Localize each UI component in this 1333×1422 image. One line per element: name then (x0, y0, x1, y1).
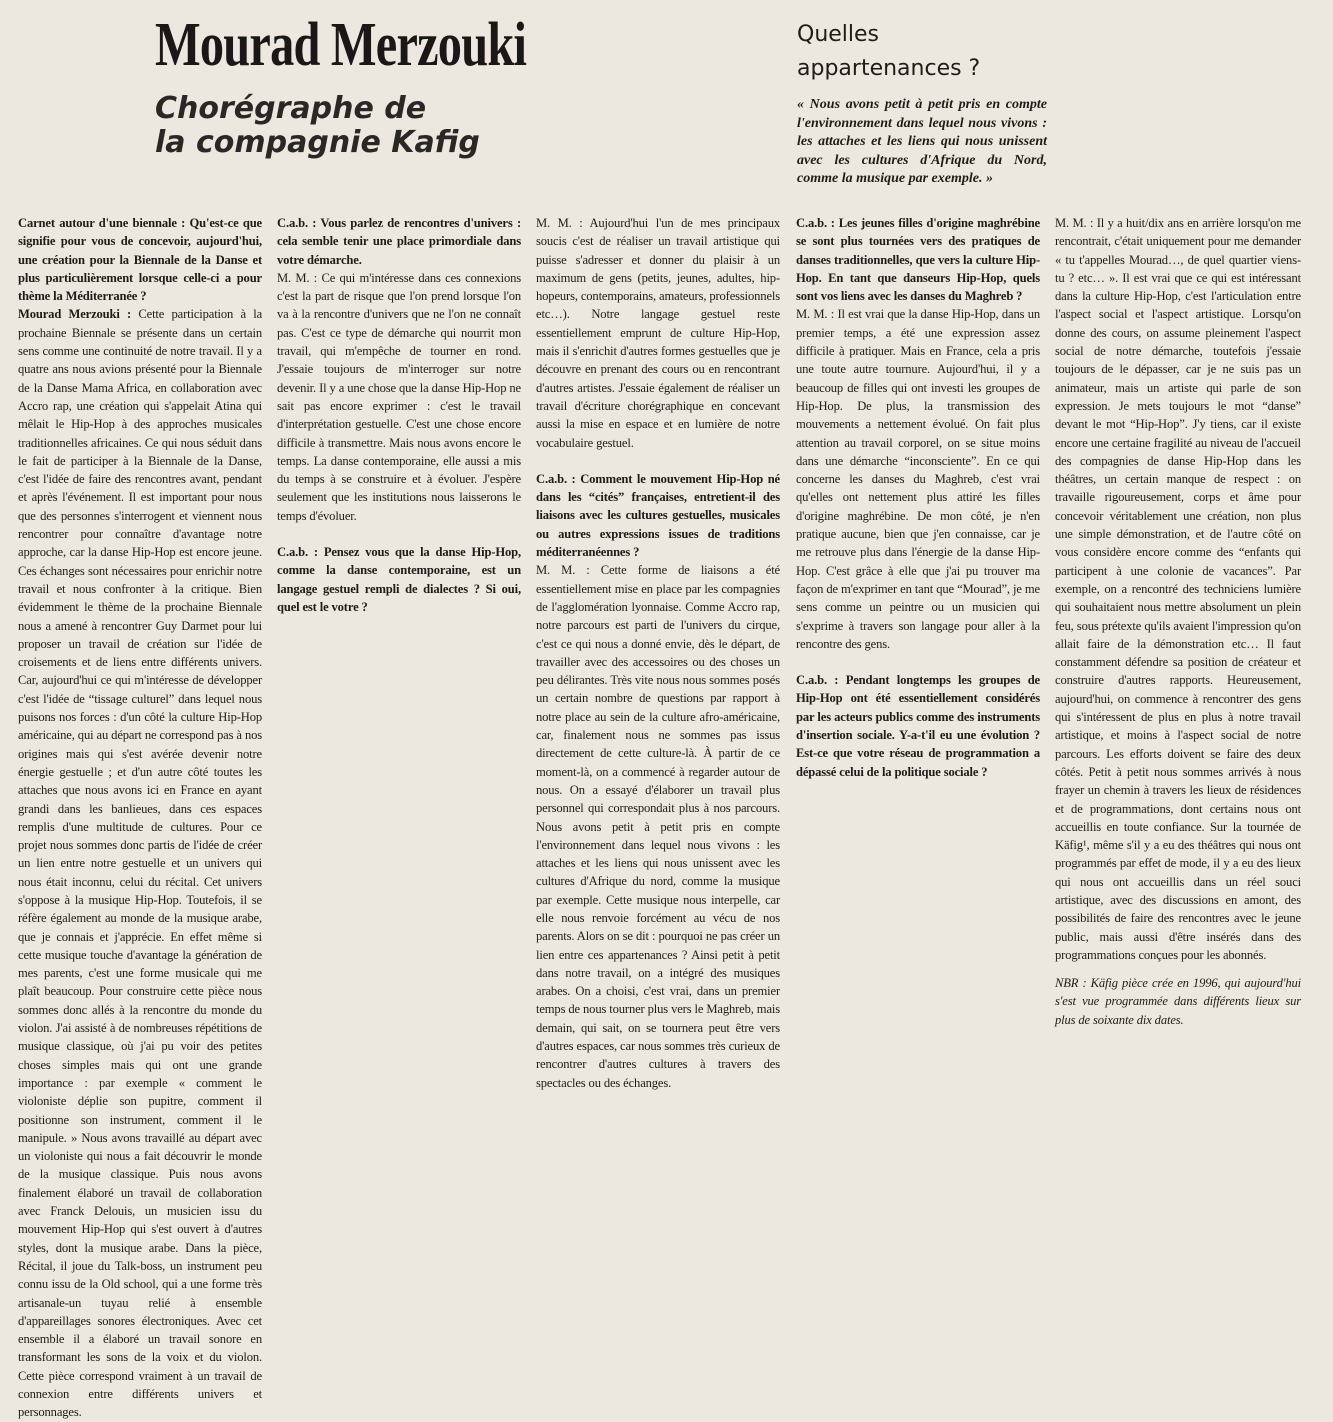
question-1: Carnet autour d'une biennale : Qu'est-ce que signifie pour vous de concevoir, aujourd'hui, une création pour la Biennale de la Danse et plus particulièrement lorsque celle-ci a pour thème la Méditerranée ? (18, 216, 262, 304)
answer-4: M. M. : Cette forme de liaisons a été essentiellement mise en place par les compagnies de l'agglomération lyonnaise. Comme Accro rap, notre parcours est parti de l'univers du cirque, c'est ce qui nous a donné envie, dès le départ, de travailler avec des accessoires ou des choses un peu délirantes. Très vite nous nous sommes posés un certain nombre de questions par rapport à notre place au sein de la culture afro-américaine, car, finalement nous ne sommes pas issus directement de cette culture-là. À partir de ce moment-là, on a commencé à regarder autour de nous. On a essayé d'élaborer un travail plus personnel qui correspondait plus à nos parcours. Nous avons petit à petit pris en compte l'environnement dans lequel nous vivons : les attaches et les liens qui nous unissent avec les cultures d'Afrique du nord, comme la musique par exemple. Cette musique nous interpelle, car elle nous renvoie forcément au vécu de nos parents. Alors on se dit : pourquoi ne pas créer un lien entre ces appartenances ? Ainsi petit à petit dans notre travail, on a intégré des musiques arabes. On a choisi, c'est vrai, dans un premier temps de nous tourner plus vers le Maghreb, mais demain, qui sait, on se tournera peut être vers d'autres espaces, car nous sommes très curieux de rencontrer d'autres cultures à travers des spectacles ou des échanges. (536, 563, 780, 1090)
subheadline-line-1: Chorégraphe de (155, 91, 427, 126)
article-column-1 (18, 214, 263, 1420)
answer-3: M. M. : Aujourd'hui l'un de mes principaux soucis c'est de réaliser un travail artistique qui puisse s'adresser et donner du plaisir à un maximum de gens (petits, jeunes, adultes, hip-hopeurs, contemporains, amateurs, professionnels etc…). Notre langage gestuel reste essentiellement emprunt de culture Hip-Hop, mais il s'enrichit d'autres formes gestuelles que je découvre en prenant des cours ou en rencontrant d'autres artistes. J'essaie également de réaliser un travail d'écriture chorégraphique en concevant aussi la mise en espace et en lumière de notre vocabulaire gestuel. (536, 216, 780, 450)
article-column-2 (277, 214, 521, 974)
question-5: C.a.b. : Les jeunes filles d'origine maghrébine se sont plus tournées vers des pratiques de danses traditionnelles, que vers la culture Hip-Hop. En tant que danseurs Hip-Hop, quels sont vos liens avec les danses du Maghreb ? (796, 216, 1040, 304)
subheadline (155, 92, 480, 160)
speaker-name: Mourad Merzouki : (18, 307, 132, 322)
pull-quote: « Nous avons petit à petit pris en compte l'environnement dans lequel nous vivons : les attaches et les liens qui nous unissent avec les cultures d'Afrique du Nord, comme la musique par exemple. » (797, 97, 1047, 186)
article-column-4 (796, 214, 1040, 974)
pull-quote-title-line-2: appartenances ? (797, 56, 981, 81)
headline: Mourad Merzouki (155, 11, 527, 79)
article-column-5 (1055, 214, 1301, 1027)
subheadline-line-2: la compagnie Kafig (155, 125, 480, 160)
answer-6: M. M. : Il y a huit/dix ans en arrière lorsqu'on me rencontrait, c'était uniquement pour me demander « tu t'appelles Mourad…, de quel quartier viens-tu ? etc… ». Il est vrai que ce qui est intéressant dans la culture Hip-Hop, c'est l'articulation entre l'aspect social et l'aspect artistique. Lorsqu'on donne des cours, on assume pleinement l'aspect social de notre démarche, toutefois j'essaie toujours de le dépasser, car je ne suis pas un animateur, mais un artiste qui parle de son expression. Je mets toujours le mot “danse” devant le mot “Hip-Hop”. J'y tiens, car il existe encore une certaine fragilité au niveau de l'accueil des compagnies de danse Hip-Hop dans les théâtres, un certain manque de respect : on travaille rigoureusement, corps et âme pour concevoir véritablement une création, non plus une simple démonstration, et de l'autre côté on vous considère encore comme des “enfants qui participent à une colonie de vacances”. Par exemple, on a rencontré des techniciens lumière qui souhaitaient nous mettre absolument un plein feu, sous prétexte qu'ils avaient l'impression qu'on allait faire de la démonstration etc… Il faut constamment défendre sa position de créateur et construire d'autres rapports. Heureusement, aujourd'hui, on commence à rencontrer des gens qui s'intéressent de plus en plus à notre travail artistique, et moins à l'aspect social de notre parcours. Les efforts doivent se faire des deux côtés. Petit à petit nous sommes arrivés à nous frayer un chemin à travers les lieux de résidences et de programmations, dont certains nous ont accueillis en toute confiance. Sur la tournée de Käfig¹, même s'il y a eu des théâtres qui nous ont programmés par effet de mode, il y a eu des lieux qui nous ont accueillis dans un réel souci artistique, avec des discussions en amont, des possibilités de faire des rencontres avec le jeune public, mais aussi d'être insérés dans des programmations conçues pour les abonnés. (1055, 216, 1301, 962)
answer-2: M. M. : Ce qui m'intéresse dans ces connexions c'est la part de risque que l'on prend lorsque l'on va à la rencontre d'univers que ne l'on ne connaît pas. C'est ce type de démarche qui nourrit mon travail, qui m'empêche de tourner en rond. J'essaie toujours de m'interroger sur notre devenir. Il y a une chose que la danse Hip-Hop ne sait pas encore exprimer : c'est le travail d'interprétation gestuelle. C'est une chose encore difficile à transmettre. Mais nous avons encore le temps. La danse contemporaine, elle aussi a mis du temps à se construire et à évoluer. J'espère seulement que les institutions nous laisserons le temps d'évoluer. (277, 270, 521, 523)
answer-1-start (18, 305, 262, 1421)
answer-5: M. M. : Il est vrai que la danse Hip-Hop, dans un premier temps, a été une expression assez difficile à pratiquer. Mais en France, cela a pris une toute autre tournure. Aujourd'hui, il y a beaucoup de filles qui ont investi les groupes de Hip-Hop. De plus, la transmission des mouvements a nettement évolué. On fait plus attention au travail corporel, on se situe moins dans une démarche “inconsciente”. En ce qui concerne les danses du Maghreb, c'est vrai qu'elles ont nettement plus attiré les filles d'origine maghrébine. De mon côté, je n'en pratique aucune, bien que j'en connaisse, car je me retrouve plus dans l'énergie de la danse Hip-Hop. C'est grâce à elle que j'ai pu trouver ma façon de m'exprimer en tant que “Mourad”, je me sens comme un peintre ou un musicien qui s'exprime à travers son langage pour aller à la rencontre des gens. (796, 307, 1040, 651)
question-4: C.a.b. : Comment le mouvement Hip-Hop né dans les “cités” françaises, entretient-il des liaisons avec les cultures gestuelles, musicales ou autres expressions issues de traditions méditerranéennes ? (536, 471, 780, 560)
question-2: C.a.b. : Vous parlez de rencontres d'univers : cela semble tenir une place primordiale dans votre démarche. (277, 216, 521, 267)
question-6: C.a.b. : Pendant longtemps les groupes de Hip-Hop ont été essentiellement considérés par les acteurs publics comme des instruments d'insertion sociale. Y-a-t'il eu une évolution ? Est-ce que votre réseau de programmation a dépassé celui de la politique sociale ? (796, 673, 1040, 779)
answer-1-text: Cette participation à la prochaine Biennale se présente dans un certain sens comme une continuité de notre travail. Il y a quatre ans nous avions présenté pour la Biennale de la Danse Mama Africa, en collaboration avec Accro rap, une création qui s'appelait Atina qui mêlait le Hip-Hop à des approches musicales traditionnelles africaines. Ce qui nous séduit dans le fait de participer à la Biennale de la Danse, c'est l'idée de faire des rencontres avant, pendant et après l'événement. Il est important pour nous que des personnes s'interrogent et viennent nous rencontrer pour connaître d'avantage notre approche, car la danse Hip-Hop est encore jeune. Ces échanges sont nécessaires pour enrichir notre travail et nous confronter à la critique. Bien évidemment le thème de la prochaine Biennale nous a amené à rencontrer Guy Darmet pour lui proposer un travail de création sur l'idée de croisements et de liens entre différents univers. Car, aujourd'hui ce qui m'intéresse de développer c'est l'idée de “tissage culturel” dans lequel nous puisons nos forces : d'un côté la culture Hip-Hop américaine, qui au départ ne correspond pas à nos origines mais qui s'est avérée devenir notre énergie gestuelle ; et d'un autre côté toutes les attaches que nous avons ici en France en ayant grandi dans les banlieues, dans ces espaces remplis d'une multitude de cultures. Pour ce projet nous sommes donc partis de l'idée de créer un lien entre notre gestuelle et un univers qui nous était inconnu, celui du récital. Cet univers s'oppose à la musique Hip-Hop. Toutefois, il se réfère également au monde de la musique arabe, que je connais et j'apprécie. En effet même si cette musique touche d'avantage la génération de mes parents, c'est une forme musicale qui me plaît beaucoup. Pour construire cette pièce nous sommes donc allés à la rencontre du monde du violon. J'ai assisté à de nombreuses répétitions de musique classique, où j'ai pu voir des petites choses simples mais qui ont une grande importance : par exemple « comment le violoniste déplie son pupitre, comment il positionne son instrument, comment il le manipule. » Nous avons travaillé au départ avec un violoniste qui nous a fait découvrir le monde de la musique classique. Puis nous avons finalement élaboré un travail de collaboration avec Franck Delouis, un musicien issu du mouvement Hip-Hop qui s'est ouvert à d'autres styles, dont la musique arabe. Dans la pièce, Récital, il joue du Talk-boss, un instrument peu connu issu de la Old school, qui a une forme très artisanale-un tuyau relié à ensemble d'appareillages sonores électroniques. Avec cet ensemble il a élaboré un travail sonore en transformant les sons de la voix et du violon. Cette pièce correspond vraiment à un travail de connexion entre différents univers et personnages. (18, 307, 263, 1420)
article-column-3 (536, 214, 780, 1090)
pull-quote-title-line-1: Quelles (797, 22, 880, 47)
footnote: NBR : Käfig pièce crée en 1996, qui aujourd'hui s'est vue programmée dans différents lieux sur plus de soixante dix dates. (1055, 976, 1301, 1027)
pull-quote-title (797, 18, 980, 86)
question-3: C.a.b. : Pensez vous que la danse Hip-Hop, comme la danse contemporaine, est un langage gestuel rempli de dialectes ? Si oui, quel est le votre ? (277, 545, 521, 614)
